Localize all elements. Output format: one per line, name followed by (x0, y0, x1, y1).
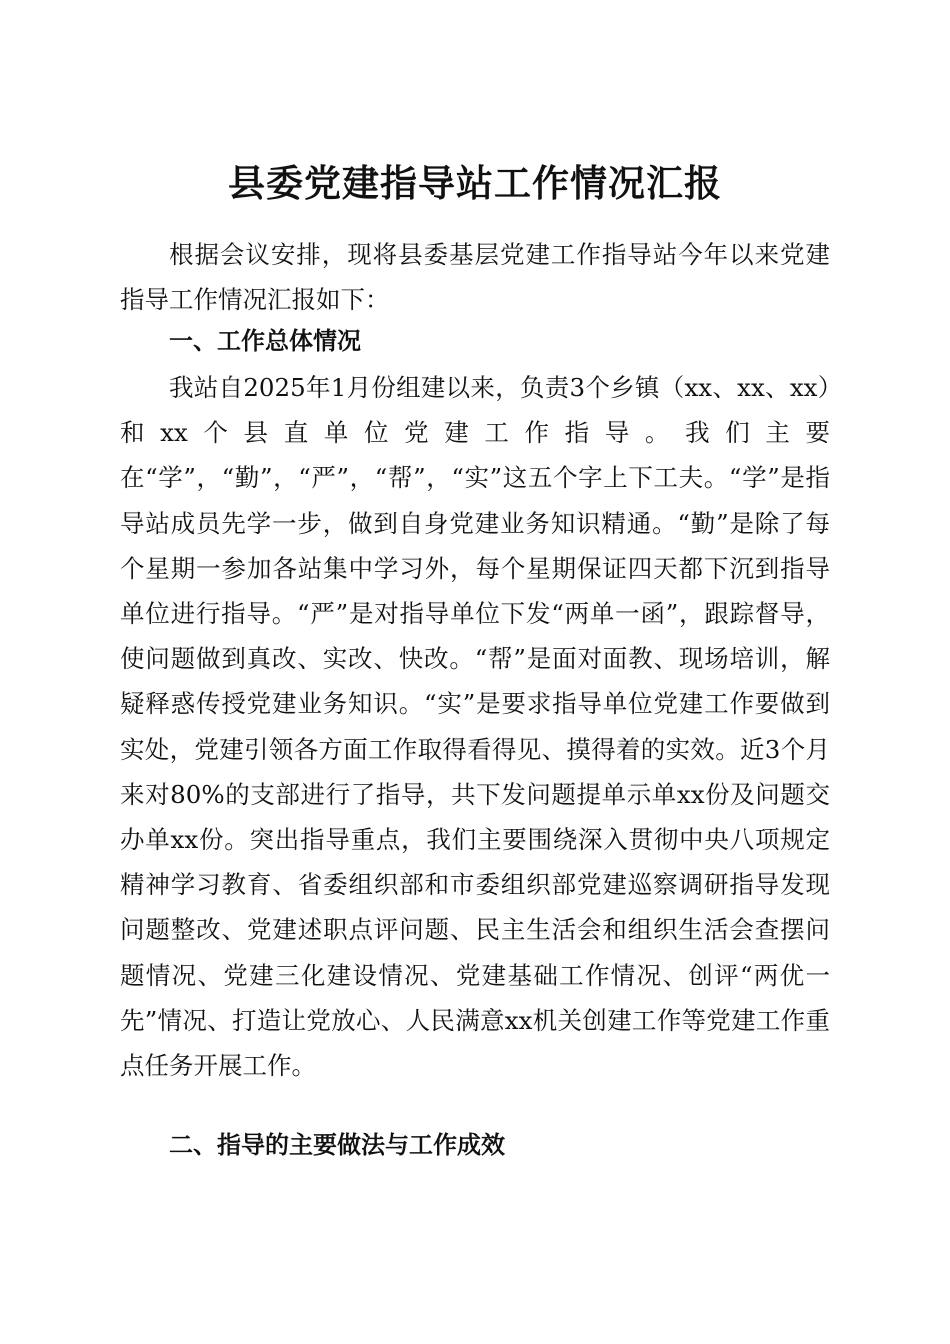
intro-paragraph: 根据会议安排，现将县委基层党建工作指导站今年以来党建指导工作情况汇报如下： (120, 240, 830, 315)
section-paragraph-overall: 我站自2025年1月份组建以来，负责3个乡镇（xx、xx、xx）和xx个县直单位党建工作指导。我们主要在“学”，“勤”，“严”，“帮”，“实”这五个字上下工夫。“学”是指导站成员先学一步，做到自身党建业务知识精通。“勤”是除了每个星期一参加各站集中学习外，每个星期保证四天都下沉到指导单位进行指导。“严”是对指导单位下发“两单一函”，跟踪督导，使问题做到真改、实改、快改。“帮”是面对面教、现场培训，解疑释惑传授党建业务知识。“实”是要求指导单位党建工作要做到实处，党建引领各方面工作取得看得见、摸得着的实效。近3个月来对80%的支部进行了指导，共下发问题提单示单xx份及问题交办单xx份。突出指导重点，我们主要围绕深入贯彻中央八项规定精神学习教育、省委组织部和市委组织部党建巡察调研指导发现问题整改、党建述职点评问题、民主生活会和组织生活会查摆问题情况、党建三化建设情况、党建基础工作情况、创评“两优一先”情况、打造让党放心、人民满意xx机关创建工作等党建工作重点任务开展工作。 (120, 373, 830, 1081)
section-heading-practices: 二、指导的主要做法与工作成效 (169, 1131, 505, 1159)
page-title: 县委党建指导站工作情况汇报 (228, 160, 722, 205)
section-heading-overall: 一、工作总体情况 (169, 327, 361, 355)
